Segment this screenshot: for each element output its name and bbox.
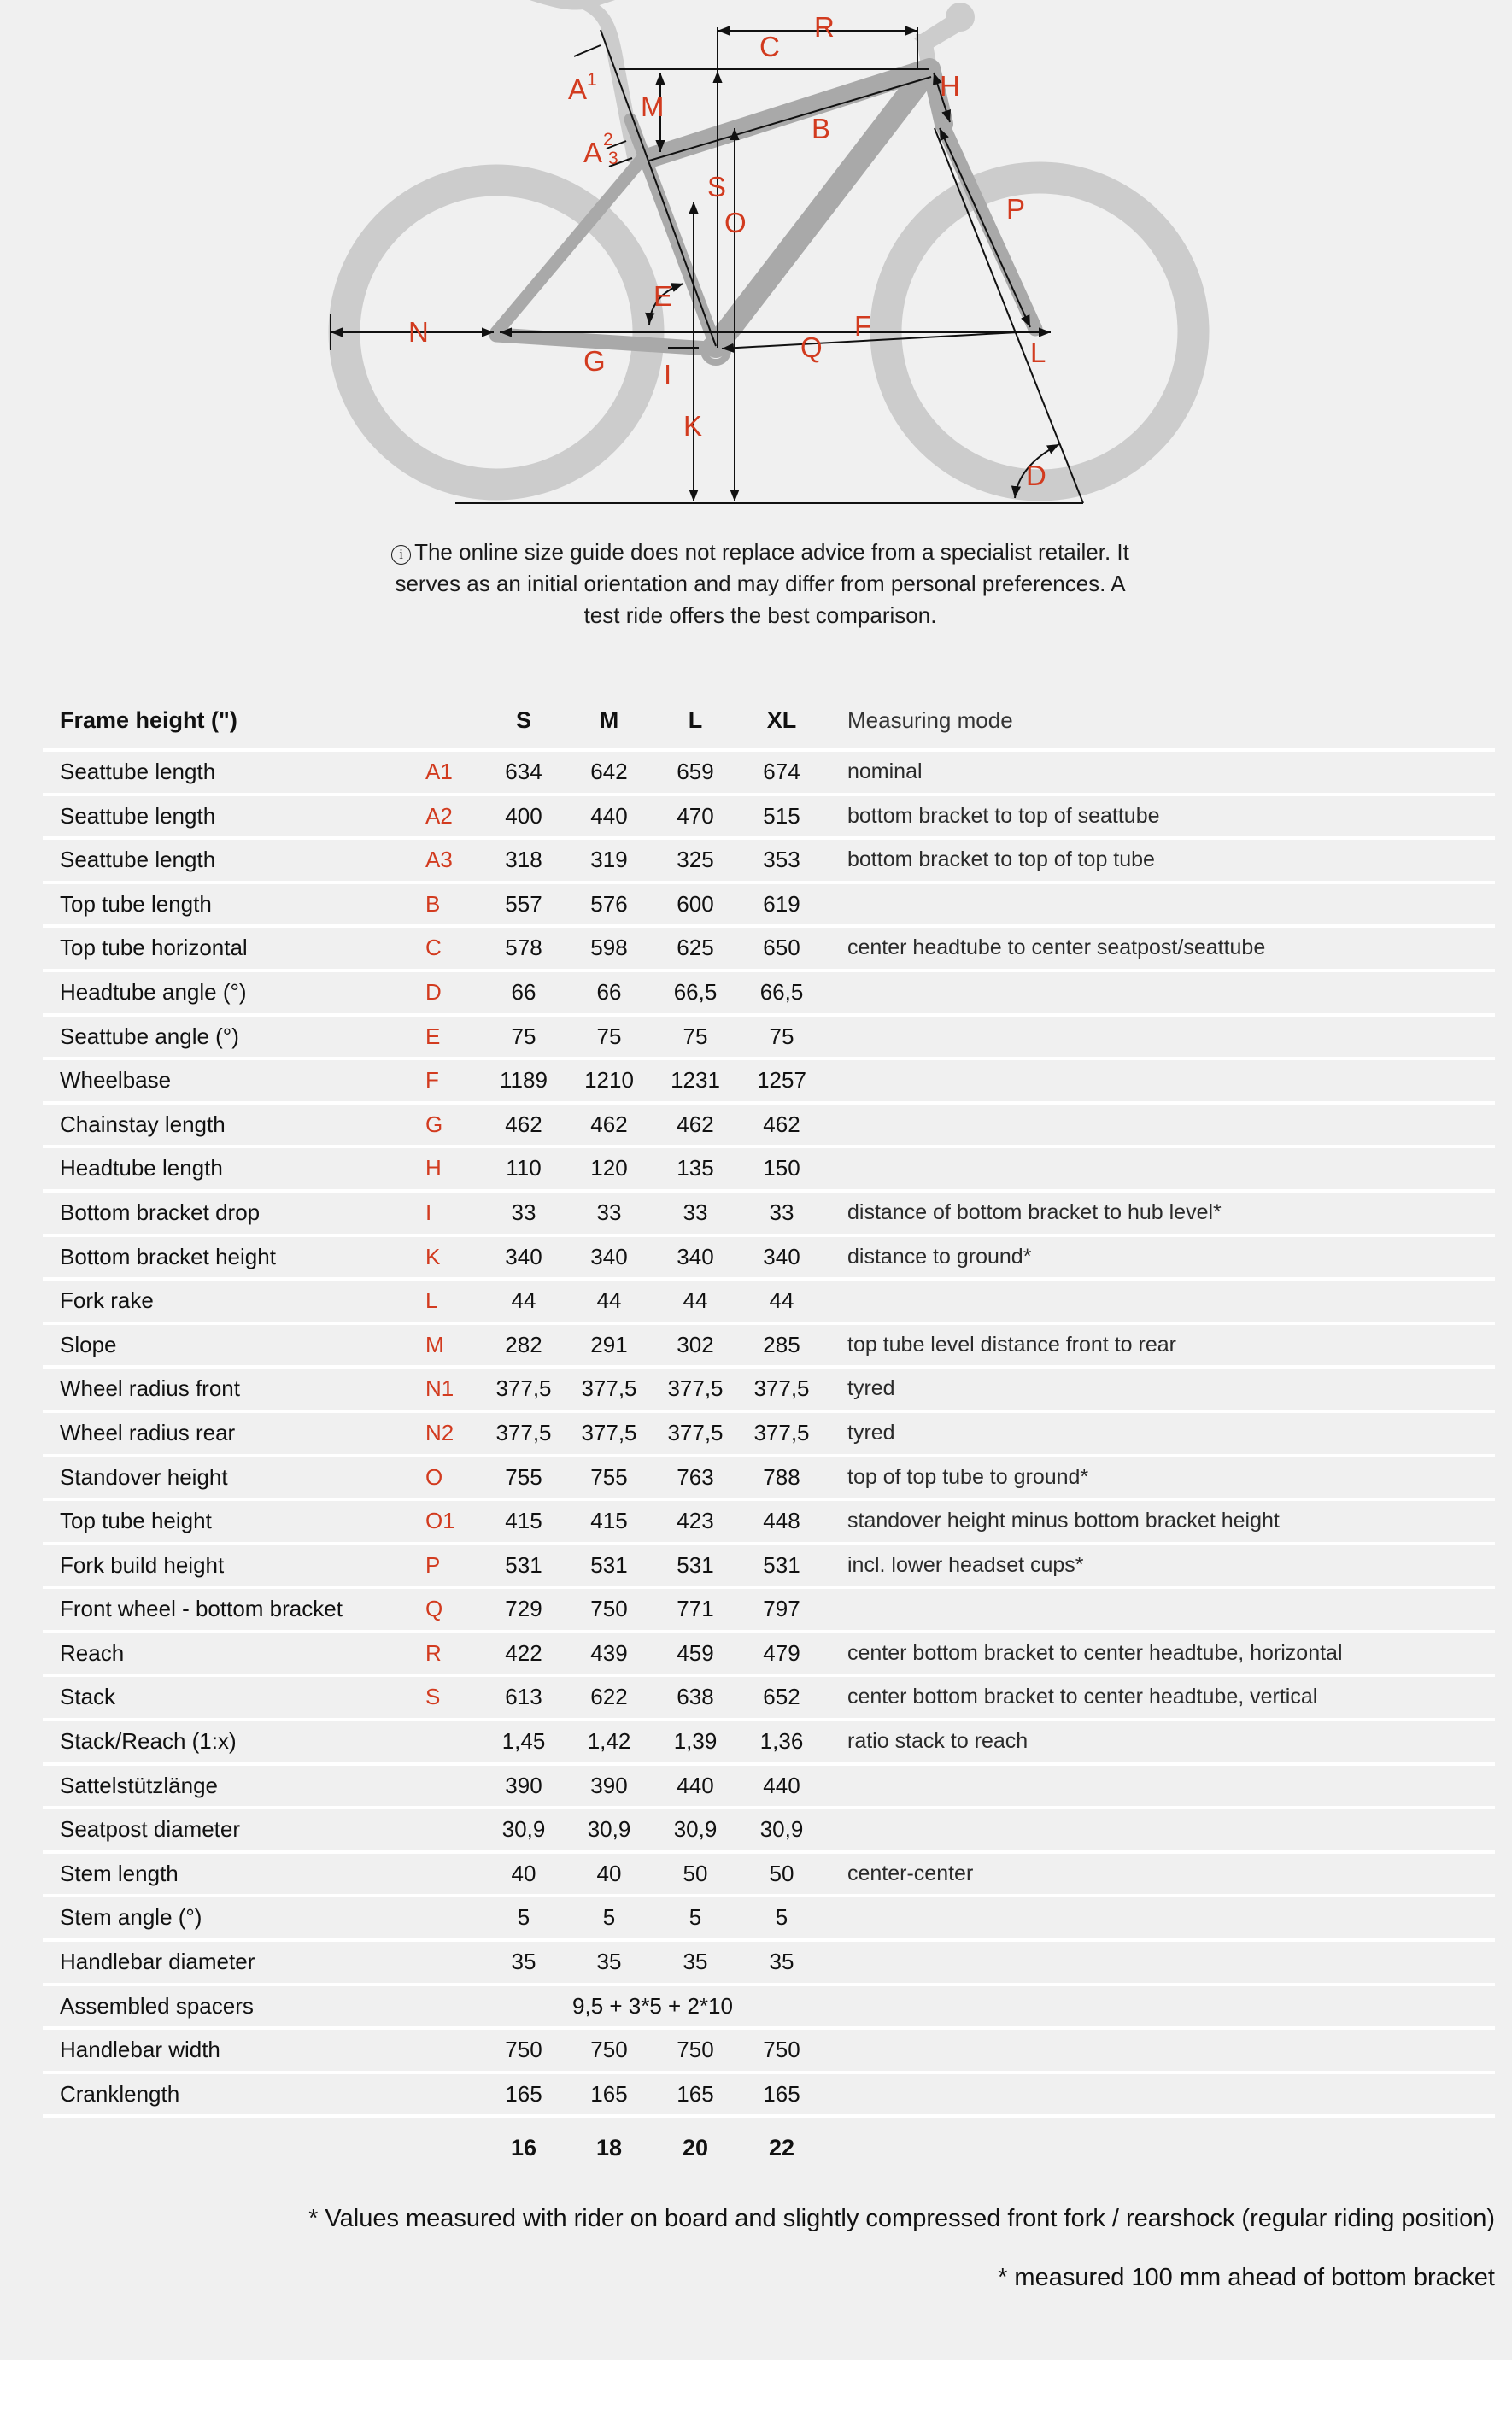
row-value-m: 415 xyxy=(590,1508,628,1534)
row-value-s: 318 xyxy=(505,847,542,873)
row-value-xl: 340 xyxy=(763,1243,800,1269)
row-value-m: 750 xyxy=(590,1596,628,1622)
row-label: Slope xyxy=(60,1331,117,1357)
table-row xyxy=(43,1369,1495,1410)
table-row xyxy=(43,1501,1495,1542)
row-code: M xyxy=(425,1331,444,1357)
row-value-xl: 515 xyxy=(763,802,800,829)
row-measuring-mode: tyred xyxy=(847,1420,895,1445)
frame-height-m: 18 xyxy=(595,2135,623,2161)
row-value-m: 120 xyxy=(590,1155,628,1181)
header-size-l: L xyxy=(688,707,703,733)
row-measuring-mode: nominal xyxy=(847,759,923,783)
row-code: B xyxy=(425,890,441,917)
row-label: Wheel radius front xyxy=(60,1375,240,1402)
row-label: Chainstay length xyxy=(60,1111,226,1137)
row-label: Top tube height xyxy=(60,1508,212,1534)
label-d: D xyxy=(1026,460,1046,491)
row-value-s: 400 xyxy=(505,802,542,829)
frame-height-row xyxy=(43,2118,1495,2178)
row-value-s: 282 xyxy=(505,1331,542,1357)
row-label: Cranklength xyxy=(60,2080,180,2107)
label-h: H xyxy=(940,70,960,102)
row-value-m: 1210 xyxy=(584,1067,634,1093)
row-value-l: 135 xyxy=(677,1155,714,1181)
label-e: E xyxy=(653,280,673,312)
row-value-xl: 75 xyxy=(769,1023,794,1049)
row-value-l: 470 xyxy=(677,802,714,829)
row-value-l: 33 xyxy=(683,1199,708,1225)
label-s: S xyxy=(707,171,727,202)
row-value-l: 66,5 xyxy=(673,978,718,1005)
row-value-s: 66 xyxy=(511,978,536,1005)
header-size-xl: XL xyxy=(766,707,797,733)
table-row xyxy=(43,884,1495,925)
row-measuring-mode: center headtube to center seatpost/seattube xyxy=(847,935,1266,960)
row-value-m: 377,5 xyxy=(581,1419,637,1445)
row-value-m: 439 xyxy=(590,1639,628,1666)
row-value-s: 340 xyxy=(505,1243,542,1269)
table-row xyxy=(43,1854,1495,1895)
row-label: Top tube length xyxy=(60,890,212,917)
table-row xyxy=(43,1721,1495,1762)
table-row xyxy=(43,752,1495,793)
row-code: E xyxy=(425,1023,441,1049)
row-value-m: 622 xyxy=(590,1684,628,1710)
row-label: Headtube length xyxy=(60,1155,223,1181)
table-row xyxy=(43,1060,1495,1101)
label-f: F xyxy=(854,310,872,342)
row-value-s: 729 xyxy=(505,1596,542,1622)
row-value-s: 390 xyxy=(505,1772,542,1798)
row-label: Handlebar diameter xyxy=(60,1949,255,1975)
row-value-s: 165 xyxy=(505,2080,542,2107)
row-value-s: 578 xyxy=(505,935,542,961)
row-value-s: 750 xyxy=(505,2037,542,2063)
row-value-l: 50 xyxy=(683,1860,708,1886)
row-label: Stem length xyxy=(60,1860,179,1886)
table-row xyxy=(43,1677,1495,1718)
row-value-s: 30,9 xyxy=(501,1816,546,1843)
row-label: Assembled spacers xyxy=(60,1992,254,2019)
row-value-s: 1189 xyxy=(500,1067,548,1093)
header-frame-height: Frame height (") xyxy=(60,707,237,733)
row-value-xl: 5 xyxy=(775,1904,788,1931)
row-value-m: 642 xyxy=(590,759,628,784)
row-code: F xyxy=(425,1067,439,1093)
row-value-s: 40 xyxy=(511,1860,536,1886)
row-label: Standover height xyxy=(60,1463,228,1490)
row-value-l: 1,39 xyxy=(673,1728,718,1755)
row-label: Wheelbase xyxy=(60,1067,172,1093)
row-measuring-mode: ratio stack to reach xyxy=(847,1729,1029,1754)
row-code: D xyxy=(425,978,442,1005)
row-value-xl: 50 xyxy=(769,1860,794,1886)
label-k: K xyxy=(683,410,703,442)
row-value-l: 750 xyxy=(677,2037,714,2063)
header-size-s: S xyxy=(515,707,531,733)
row-value-m: 462 xyxy=(590,1111,628,1137)
table-row xyxy=(43,1766,1495,1807)
row-label: Reach xyxy=(60,1639,125,1666)
frame-height-xl: 22 xyxy=(768,2135,795,2161)
row-value-xl: 377,5 xyxy=(753,1375,810,1402)
row-value-l: 1231 xyxy=(671,1067,720,1093)
label-i: I xyxy=(664,359,672,390)
row-value-s: 415 xyxy=(505,1508,542,1534)
row-measuring-mode: center-center xyxy=(847,1861,974,1885)
label-m: M xyxy=(641,91,665,122)
row-label: Sattelstützlänge xyxy=(60,1772,219,1798)
row-value-s: 5 xyxy=(517,1904,530,1931)
row-value-xl: 750 xyxy=(763,2037,800,2063)
row-value-s: 377,5 xyxy=(495,1375,552,1402)
row-value-xl: 1257 xyxy=(757,1067,806,1093)
row-value-xl: 35 xyxy=(769,1949,794,1975)
label-g: G xyxy=(583,345,606,377)
row-value-l: 462 xyxy=(677,1111,714,1137)
row-value-m: 165 xyxy=(590,2080,628,2107)
table-row xyxy=(43,1545,1495,1586)
table-row xyxy=(43,972,1495,1013)
row-value-l: 423 xyxy=(677,1508,714,1534)
row-code: I xyxy=(425,1199,432,1225)
row-value-m: 576 xyxy=(590,890,628,917)
row-value-xl: 652 xyxy=(763,1684,800,1710)
label-n: N xyxy=(408,316,429,348)
row-label: Seattube length xyxy=(60,802,216,829)
row-value-m: 30,9 xyxy=(587,1816,631,1843)
table-row xyxy=(43,1589,1495,1630)
row-value-xl: 788 xyxy=(763,1463,800,1490)
row-label: Handlebar width xyxy=(60,2037,220,2063)
row-value-l: 377,5 xyxy=(667,1419,724,1445)
row-value-s: 531 xyxy=(505,1551,542,1578)
row-code: O1 xyxy=(425,1508,455,1534)
row-measuring-mode: standover height minus bottom bracket height xyxy=(847,1509,1280,1533)
row-value-xl: 448 xyxy=(763,1508,800,1534)
row-value-s: 35 xyxy=(511,1949,536,1975)
row-value-xl: 797 xyxy=(763,1596,800,1622)
row-code: N1 xyxy=(425,1375,454,1402)
row-value-l: 340 xyxy=(677,1243,714,1269)
row-value-xl: 377,5 xyxy=(753,1419,810,1445)
row-code: H xyxy=(425,1155,442,1181)
row-value-m: 390 xyxy=(590,1772,628,1798)
row-value-m: 340 xyxy=(590,1243,628,1269)
row-value-l: 325 xyxy=(677,847,714,873)
row-code: R xyxy=(425,1639,442,1666)
row-measuring-mode: top of top tube to ground* xyxy=(847,1464,1089,1489)
row-value-l: 35 xyxy=(683,1949,708,1975)
table-row xyxy=(43,1809,1495,1850)
row-value-xl: 150 xyxy=(763,1155,800,1181)
table-row xyxy=(43,1105,1495,1146)
row-label: Bottom bracket height xyxy=(60,1243,276,1269)
row-measuring-mode: bottom bracket to top of seattube xyxy=(847,803,1160,828)
row-value-s: 422 xyxy=(505,1639,542,1666)
row-code: A3 xyxy=(425,847,453,873)
row-value-xl: 353 xyxy=(763,847,800,873)
size-guide-notice xyxy=(376,536,1145,631)
footnote-measured-ahead: * measured 100 mm ahead of bottom bracket xyxy=(998,2264,1495,2291)
row-label: Front wheel - bottom bracket xyxy=(60,1596,343,1622)
geometry-table xyxy=(43,692,1495,2178)
row-code: A1 xyxy=(425,759,453,784)
row-value-s: 462 xyxy=(505,1111,542,1137)
row-label: Top tube horizontal xyxy=(60,935,248,961)
row-value-s: 33 xyxy=(511,1199,536,1225)
row-value-s: 110 xyxy=(506,1155,542,1181)
row-value-l: 659 xyxy=(677,759,714,784)
table-row xyxy=(43,840,1495,881)
row-value-m: 66 xyxy=(596,978,622,1005)
row-value-xl: 66,5 xyxy=(759,978,804,1005)
row-value-l: 377,5 xyxy=(667,1375,724,1402)
row-value-l: 625 xyxy=(677,935,714,961)
table-row xyxy=(43,1193,1495,1234)
table-row xyxy=(43,1325,1495,1366)
label-a3: A xyxy=(583,137,603,168)
row-code: A2 xyxy=(425,802,453,829)
frame-height-s: 16 xyxy=(510,2135,537,2161)
row-value-xl: 531 xyxy=(763,1551,800,1578)
svg-text:3: 3 xyxy=(608,149,618,168)
svg-text:1: 1 xyxy=(587,70,597,90)
row-label: Seatpost diameter xyxy=(60,1816,241,1843)
table-row xyxy=(43,1017,1495,1058)
row-label: Fork rake xyxy=(60,1287,154,1314)
row-value-m: 33 xyxy=(596,1199,622,1225)
row-code: S xyxy=(425,1684,441,1710)
row-value-xl: 33 xyxy=(769,1199,794,1225)
label-c: C xyxy=(759,31,780,62)
table-row xyxy=(43,2030,1495,2071)
row-label: Seattube length xyxy=(60,759,216,784)
table-row xyxy=(43,1942,1495,1983)
table-row xyxy=(43,1281,1495,1322)
table-row xyxy=(43,1633,1495,1674)
row-value-xl: 1,36 xyxy=(759,1728,804,1755)
row-value-l: 302 xyxy=(677,1331,714,1357)
row-code: L xyxy=(425,1287,438,1314)
row-measuring-mode: top tube level distance front to rear xyxy=(847,1332,1176,1357)
row-value-m: 5 xyxy=(602,1904,616,1931)
row-measuring-mode: center bottom bracket to center headtube, vertical xyxy=(847,1685,1318,1709)
footnotes xyxy=(308,2202,1495,2320)
row-label: Stack xyxy=(60,1684,116,1710)
row-value-s: 75 xyxy=(511,1023,536,1049)
table-header xyxy=(43,692,1495,748)
row-value-m: 440 xyxy=(590,802,628,829)
table-row xyxy=(43,796,1495,837)
row-value-l: 763 xyxy=(677,1463,714,1490)
row-value-l: 600 xyxy=(677,890,714,917)
frame-height-l: 20 xyxy=(682,2135,709,2161)
row-measuring-mode: bottom bracket to top of top tube xyxy=(847,847,1155,872)
row-value-l: 44 xyxy=(683,1287,708,1314)
row-code: P xyxy=(425,1551,441,1578)
row-code: K xyxy=(425,1243,441,1269)
table-row xyxy=(43,1413,1495,1454)
row-measuring-mode: center bottom bracket to center headtube, horizontal xyxy=(847,1640,1343,1665)
row-value-s: 377,5 xyxy=(495,1419,552,1445)
row-measuring-mode: tyred xyxy=(847,1376,895,1401)
table-row xyxy=(43,1457,1495,1498)
row-value-m: 35 xyxy=(596,1949,622,1975)
row-value-l: 638 xyxy=(677,1684,714,1710)
row-value-l: 531 xyxy=(677,1551,714,1578)
header-measuring-mode: Measuring mode xyxy=(847,707,1013,733)
table-body xyxy=(43,752,1495,2118)
table-row xyxy=(43,1237,1495,1278)
row-value-l: 5 xyxy=(689,1904,702,1931)
row-value-xl: 30,9 xyxy=(759,1816,804,1843)
row-value-l: 771 xyxy=(677,1596,714,1622)
table-row xyxy=(43,1897,1495,1938)
table-row xyxy=(43,1148,1495,1189)
notice-text: The online size guide does not replace advice from a specialist retailer. It serves as an initial orientation and may differ from personal preferences. A test ride offers the best comparison. xyxy=(395,539,1129,628)
row-value-l: 30,9 xyxy=(673,1816,718,1843)
label-o: O xyxy=(724,207,747,238)
row-value-m: 755 xyxy=(590,1463,628,1490)
row-measuring-mode: incl. lower headset cups* xyxy=(847,1552,1084,1577)
header-size-m: M xyxy=(599,707,619,733)
label-l: L xyxy=(1030,337,1046,368)
row-value-s: 44 xyxy=(511,1287,536,1314)
row-value-s: 755 xyxy=(505,1463,542,1490)
row-label: Stack/Reach (1:x) xyxy=(60,1728,237,1755)
row-value-s: 613 xyxy=(505,1684,542,1710)
row-value-l: 75 xyxy=(683,1023,708,1049)
row-value-all-sizes: 9,5 + 3*5 + 2*10 xyxy=(572,1992,733,2019)
row-value-m: 1,42 xyxy=(587,1728,631,1755)
row-value-xl: 674 xyxy=(763,759,800,784)
row-code: C xyxy=(425,935,442,961)
row-value-m: 531 xyxy=(590,1551,628,1578)
row-value-l: 459 xyxy=(677,1639,714,1666)
row-value-m: 44 xyxy=(596,1287,622,1314)
row-code: Q xyxy=(425,1596,443,1622)
row-value-xl: 650 xyxy=(763,935,800,961)
row-value-m: 598 xyxy=(590,935,628,961)
row-value-m: 377,5 xyxy=(581,1375,637,1402)
row-label: Seattube angle (°) xyxy=(60,1023,239,1049)
row-label: Headtube angle (°) xyxy=(60,978,247,1005)
row-value-s: 1,45 xyxy=(501,1728,546,1755)
row-value-xl: 44 xyxy=(769,1287,794,1314)
row-value-l: 440 xyxy=(677,1772,714,1798)
row-code: G xyxy=(425,1111,443,1137)
row-value-m: 40 xyxy=(596,1860,622,1886)
row-value-m: 319 xyxy=(590,847,628,873)
row-value-xl: 165 xyxy=(763,2080,800,2107)
row-code: N2 xyxy=(425,1419,454,1445)
row-label: Wheel radius rear xyxy=(60,1419,236,1445)
info-icon: i xyxy=(391,545,411,565)
row-value-xl: 462 xyxy=(763,1111,800,1137)
row-value-s: 634 xyxy=(505,759,542,784)
row-value-l: 165 xyxy=(677,2080,714,2107)
table-row xyxy=(43,2074,1495,2115)
table-row xyxy=(43,1986,1495,2027)
label-p: P xyxy=(1006,193,1026,225)
label-a1: A xyxy=(568,73,588,105)
row-measuring-mode: distance to ground* xyxy=(847,1244,1032,1269)
label-b: B xyxy=(812,113,831,144)
row-label: Bottom bracket drop xyxy=(60,1199,261,1225)
row-value-xl: 479 xyxy=(763,1639,800,1666)
row-value-m: 75 xyxy=(596,1023,622,1049)
table-row xyxy=(43,928,1495,969)
label-r: R xyxy=(814,11,835,43)
row-measuring-mode: distance of bottom bracket to hub level* xyxy=(847,1199,1222,1224)
row-label: Seattube length xyxy=(60,847,216,873)
row-value-xl: 285 xyxy=(763,1331,800,1357)
row-label: Fork build height xyxy=(60,1551,225,1578)
label-q: Q xyxy=(800,331,823,363)
row-value-xl: 440 xyxy=(763,1772,800,1798)
bike-geometry-diagram xyxy=(0,0,1512,521)
row-value-s: 557 xyxy=(505,890,542,917)
row-value-m: 750 xyxy=(590,2037,628,2063)
row-label: Stem angle (°) xyxy=(60,1904,202,1931)
row-code: O xyxy=(425,1463,443,1490)
row-value-m: 291 xyxy=(590,1331,628,1357)
footnote-riding-position: * Values measured with rider on board and slightly compressed front fork / rearshock (regular riding position) xyxy=(308,2205,1495,2232)
svg-text:2: 2 xyxy=(603,130,613,149)
row-value-xl: 619 xyxy=(763,890,800,917)
